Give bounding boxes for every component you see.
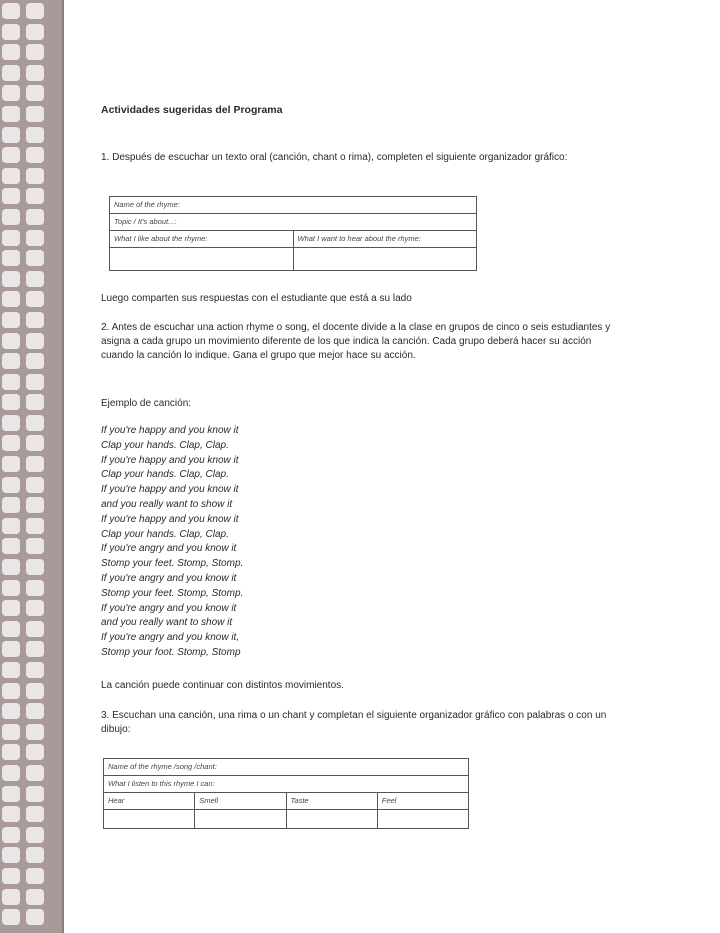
border-square <box>2 435 20 451</box>
border-square <box>26 24 44 40</box>
border-square <box>2 641 20 657</box>
border-square <box>2 3 20 19</box>
border-square <box>26 250 44 266</box>
border-square <box>26 497 44 513</box>
border-square <box>2 518 20 534</box>
song-line: Stomp your feet. Stomp, Stomp. <box>101 558 244 570</box>
section-title: Actividades sugeridas del Programa <box>101 104 283 116</box>
border-square <box>2 827 20 843</box>
song-lyrics <box>101 424 243 661</box>
border-square <box>26 600 44 616</box>
border-square <box>2 374 20 390</box>
organizer-1-answer-left <box>110 248 294 271</box>
song-line: Stomp your foot. Stomp, Stomp <box>101 646 241 658</box>
border-square <box>2 353 20 369</box>
border-square <box>2 168 20 184</box>
organizer-1-row-topic: Topic / It's about...: <box>110 214 477 231</box>
border-square <box>2 209 20 225</box>
border-square <box>2 765 20 781</box>
organizer-2-answer-taste <box>286 810 377 829</box>
organizer-2-answer-hear <box>104 810 195 829</box>
organizer-1-col-want: What I want to hear about the rhyme: <box>293 231 477 248</box>
song-line: If you're happy and you know it <box>101 484 239 496</box>
border-square <box>26 456 44 472</box>
border-square <box>26 806 44 822</box>
song-line: and you really want to show it <box>101 498 233 510</box>
border-square <box>2 230 20 246</box>
border-square <box>2 415 20 431</box>
border-square <box>2 559 20 575</box>
song-line: If you're angry and you know it, <box>101 632 240 644</box>
border-square <box>26 147 44 163</box>
border-square <box>2 188 20 204</box>
song-line: Clap your hands. Clap, Clap. <box>101 528 229 540</box>
organizer-1-col-like: What I like about the rhyme: <box>110 231 294 248</box>
organizer-2-answer-feel <box>377 810 468 829</box>
border-square <box>2 312 20 328</box>
song-line: Clap your hands. Clap, Clap. <box>101 439 229 451</box>
border-square <box>26 168 44 184</box>
border-square <box>2 909 20 925</box>
border-square <box>2 85 20 101</box>
border-square <box>2 621 20 637</box>
border-square <box>2 147 20 163</box>
organizer-1-row-name: Name of the rhyme: <box>110 197 477 214</box>
song-line: If you're angry and you know it <box>101 572 237 584</box>
border-square <box>26 312 44 328</box>
organizer-2-col-taste: Taste <box>286 793 377 810</box>
border-square <box>26 765 44 781</box>
organizer-table-2 <box>103 758 469 829</box>
border-square <box>26 333 44 349</box>
border-square <box>26 65 44 81</box>
border-edge-line <box>62 0 64 933</box>
border-square <box>26 724 44 740</box>
song-line: If you're happy and you know it <box>101 425 239 436</box>
border-square <box>26 703 44 719</box>
border-square <box>26 209 44 225</box>
border-square <box>26 868 44 884</box>
border-square <box>2 271 20 287</box>
border-square <box>2 44 20 60</box>
border-square <box>26 85 44 101</box>
activity-1-text: 1. Después de escuchar un texto oral (canción, chant o rima), completen el siguiente organizador gráfico: <box>101 152 568 163</box>
border-square <box>26 683 44 699</box>
activity-3-text: 3. Escuchan una canción, una rima o un chant y completan el siguiente organizador gráfico con palabras o con un dibujo: <box>101 710 607 735</box>
organizer-2-answer-smell <box>195 810 286 829</box>
border-square <box>26 230 44 246</box>
song-line: Clap your hands. Clap, Clap. <box>101 469 229 481</box>
organizer-2-col-hear: Hear <box>104 793 195 810</box>
organizer-2-row-name: Name of the rhyme /song /chant: <box>104 759 469 776</box>
border-square <box>26 188 44 204</box>
border-square <box>2 250 20 266</box>
border-square <box>2 65 20 81</box>
border-square <box>26 3 44 19</box>
border-square <box>26 271 44 287</box>
border-square <box>26 847 44 863</box>
border-square <box>26 291 44 307</box>
border-square <box>2 868 20 884</box>
border-square <box>2 24 20 40</box>
activity-2-text: 2. Antes de escuchar una action rhyme o song, el docente divide a la clase en grupos de cinco o seis estudiantes y asigna a cada grupo un movimiento diferente de los que indica la canción. Cada grupo deberá hacer su acción cuando la canción lo indique. Gana el grupo que mejor hace su acción. <box>101 322 611 361</box>
border-square <box>2 497 20 513</box>
border-square <box>26 435 44 451</box>
example-label: Ejemplo de canción: <box>101 398 192 409</box>
border-square <box>2 662 20 678</box>
border-square <box>26 786 44 802</box>
border-square <box>26 374 44 390</box>
song-line: and you really want to show it <box>101 617 233 629</box>
border-square <box>26 827 44 843</box>
organizer-table-1 <box>109 196 477 271</box>
border-square <box>26 621 44 637</box>
song-line: If you're angry and you know it <box>101 602 237 614</box>
page-border-decoration <box>0 0 62 933</box>
border-square <box>26 662 44 678</box>
border-square <box>26 909 44 925</box>
border-square <box>2 889 20 905</box>
border-square <box>26 477 44 493</box>
organizer-1-answer-right <box>293 248 477 271</box>
organizer-2-row-listen: What I listen to this rhyme I can: <box>104 776 469 793</box>
activity-1-followup: Luego comparten sus respuestas con el estudiante que está a su lado <box>101 293 412 304</box>
border-square <box>26 44 44 60</box>
border-square <box>2 683 20 699</box>
border-square <box>2 333 20 349</box>
border-square <box>2 291 20 307</box>
border-square <box>2 600 20 616</box>
border-square <box>2 724 20 740</box>
border-square <box>2 744 20 760</box>
border-square <box>26 641 44 657</box>
border-square <box>2 847 20 863</box>
border-square <box>26 580 44 596</box>
border-square <box>2 538 20 554</box>
border-square <box>2 806 20 822</box>
border-square <box>2 703 20 719</box>
border-square <box>2 477 20 493</box>
song-line: Stomp your feet. Stomp, Stomp. <box>101 587 244 599</box>
border-square <box>2 127 20 143</box>
border-square <box>26 744 44 760</box>
border-square <box>26 518 44 534</box>
organizer-2-col-smell: Smell <box>195 793 286 810</box>
organizer-2-col-feel: Feel <box>377 793 468 810</box>
border-square <box>2 580 20 596</box>
border-square <box>26 106 44 122</box>
border-square <box>2 786 20 802</box>
border-square <box>26 559 44 575</box>
border-square <box>2 106 20 122</box>
song-line: If you're happy and you know it <box>101 454 239 466</box>
song-line: If you're happy and you know it <box>101 513 239 525</box>
border-square <box>26 889 44 905</box>
border-square <box>2 394 20 410</box>
song-line: If you're angry and you know it <box>101 543 237 555</box>
border-square <box>26 394 44 410</box>
activity-2-continuation: La canción puede continuar con distintos movimientos. <box>101 680 344 691</box>
border-square <box>26 538 44 554</box>
border-square <box>26 415 44 431</box>
border-square <box>26 127 44 143</box>
border-square <box>2 456 20 472</box>
border-square <box>26 353 44 369</box>
